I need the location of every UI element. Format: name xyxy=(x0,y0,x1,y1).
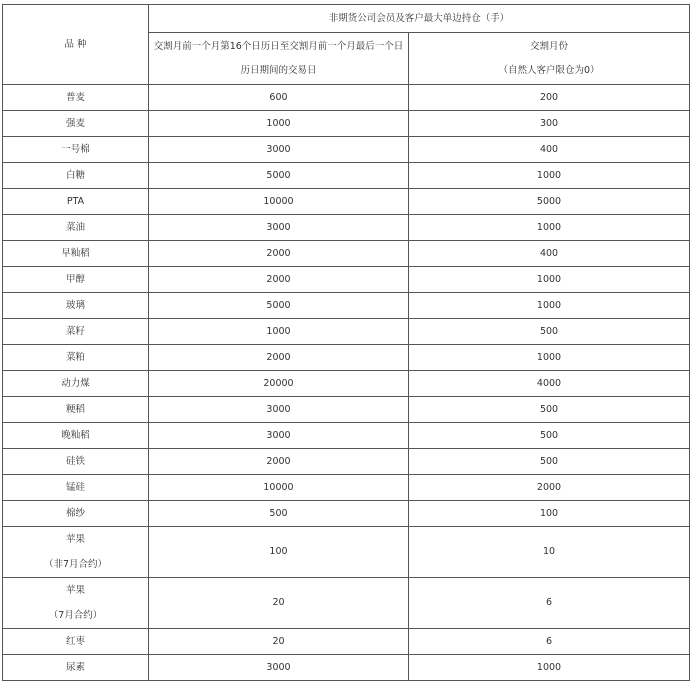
table-row xyxy=(3,319,690,345)
table-body xyxy=(3,5,690,681)
delivery-month-limit-cell: 5000 xyxy=(409,189,690,215)
table-row xyxy=(3,215,690,241)
delivery-month-limit-cell: 2000 xyxy=(409,475,690,501)
delivery-month-limit-cell: 500 xyxy=(409,319,690,345)
delivery-month-limit-cell: 400 xyxy=(409,137,690,163)
table-row xyxy=(3,527,690,578)
pre-delivery-limit-cell: 600 xyxy=(149,85,409,111)
delivery-month-limit-cell: 10 xyxy=(409,527,690,578)
table-row xyxy=(3,397,690,423)
table-row xyxy=(3,293,690,319)
table-row xyxy=(3,137,690,163)
delivery-month-limit-cell: 1000 xyxy=(409,293,690,319)
pre-delivery-limit-cell: 1000 xyxy=(149,319,409,345)
delivery-month-limit-cell: 500 xyxy=(409,397,690,423)
delivery-month-limit-cell: 500 xyxy=(409,449,690,475)
delivery-month-limit-cell: 6 xyxy=(409,629,690,655)
delivery-month-limit-cell: 400 xyxy=(409,241,690,267)
table-row xyxy=(3,189,690,215)
delivery-month-limit-cell: 1000 xyxy=(409,655,690,681)
header-delivery-month-note: （自然人客户限仓为0） xyxy=(498,64,600,76)
variety-cell: PTA xyxy=(3,189,149,215)
header-delivery-month-label: 交割月份 xyxy=(530,40,569,52)
variety-cell xyxy=(3,527,149,578)
header-variety: 品 种 xyxy=(3,5,149,85)
pre-delivery-limit-cell: 20000 xyxy=(149,371,409,397)
delivery-month-limit-cell: 300 xyxy=(409,111,690,137)
table-row xyxy=(3,578,690,629)
delivery-month-limit-cell: 1000 xyxy=(409,345,690,371)
variety-cell: 菜籽 xyxy=(3,319,149,345)
header-group: 非期货公司会员及客户最大单边持仓（手） xyxy=(149,5,690,33)
delivery-month-limit-cell: 100 xyxy=(409,501,690,527)
variety-cell: 玻璃 xyxy=(3,293,149,319)
variety-cell: 菜油 xyxy=(3,215,149,241)
header-pre-delivery-period: 交割月前一个月第16个日历日至交割月前一个月最后一个日历日期间的交易日 xyxy=(149,33,409,85)
delivery-month-limit-cell: 500 xyxy=(409,423,690,449)
pre-delivery-limit-cell: 3000 xyxy=(149,655,409,681)
table-row xyxy=(3,111,690,137)
table-row xyxy=(3,449,690,475)
pre-delivery-limit-cell: 1000 xyxy=(149,111,409,137)
table-row xyxy=(3,629,690,655)
header-delivery-month xyxy=(409,33,690,85)
delivery-month-limit-cell: 200 xyxy=(409,85,690,111)
variety-cell xyxy=(3,578,149,629)
table-row xyxy=(3,423,690,449)
variety-cell: 粳稻 xyxy=(3,397,149,423)
delivery-month-limit-cell: 6 xyxy=(409,578,690,629)
table-row xyxy=(3,241,690,267)
delivery-month-limit-cell: 4000 xyxy=(409,371,690,397)
table-row xyxy=(3,267,690,293)
table-row xyxy=(3,85,690,111)
table-row xyxy=(3,501,690,527)
position-limits-table xyxy=(2,4,690,681)
header-row-top xyxy=(3,5,690,33)
pre-delivery-limit-cell: 5000 xyxy=(149,293,409,319)
table-row xyxy=(3,655,690,681)
variety-note: （非7月合约） xyxy=(43,559,108,570)
pre-delivery-limit-cell: 20 xyxy=(149,578,409,629)
variety-cell: 早籼稻 xyxy=(3,241,149,267)
delivery-month-limit-cell: 1000 xyxy=(409,163,690,189)
table-row xyxy=(3,345,690,371)
table-row xyxy=(3,371,690,397)
variety-cell: 晚籼稻 xyxy=(3,423,149,449)
pre-delivery-limit-cell: 2000 xyxy=(149,267,409,293)
pre-delivery-limit-cell: 2000 xyxy=(149,345,409,371)
variety-cell: 菜粕 xyxy=(3,345,149,371)
variety-cell: 锰硅 xyxy=(3,475,149,501)
pre-delivery-limit-cell: 3000 xyxy=(149,215,409,241)
pre-delivery-limit-cell: 20 xyxy=(149,629,409,655)
pre-delivery-limit-cell: 2000 xyxy=(149,449,409,475)
pre-delivery-limit-cell: 5000 xyxy=(149,163,409,189)
variety-cell: 强麦 xyxy=(3,111,149,137)
variety-cell: 硅铁 xyxy=(3,449,149,475)
variety-cell: 尿素 xyxy=(3,655,149,681)
delivery-month-limit-cell: 1000 xyxy=(409,215,690,241)
pre-delivery-limit-cell: 10000 xyxy=(149,189,409,215)
pre-delivery-limit-cell: 500 xyxy=(149,501,409,527)
table-row xyxy=(3,475,690,501)
variety-cell: 动力煤 xyxy=(3,371,149,397)
variety-name: 苹果 xyxy=(65,585,85,596)
pre-delivery-limit-cell: 3000 xyxy=(149,137,409,163)
variety-note: （7月合约） xyxy=(48,610,103,621)
variety-cell: 甲醇 xyxy=(3,267,149,293)
variety-name: 苹果 xyxy=(65,534,85,545)
variety-cell: 白糖 xyxy=(3,163,149,189)
variety-cell: 棉纱 xyxy=(3,501,149,527)
pre-delivery-limit-cell: 3000 xyxy=(149,423,409,449)
pre-delivery-limit-cell: 10000 xyxy=(149,475,409,501)
variety-cell: 普麦 xyxy=(3,85,149,111)
variety-cell: 红枣 xyxy=(3,629,149,655)
variety-cell: 一号棉 xyxy=(3,137,149,163)
pre-delivery-limit-cell: 3000 xyxy=(149,397,409,423)
table-row xyxy=(3,163,690,189)
pre-delivery-limit-cell: 100 xyxy=(149,527,409,578)
pre-delivery-limit-cell: 2000 xyxy=(149,241,409,267)
delivery-month-limit-cell: 1000 xyxy=(409,267,690,293)
